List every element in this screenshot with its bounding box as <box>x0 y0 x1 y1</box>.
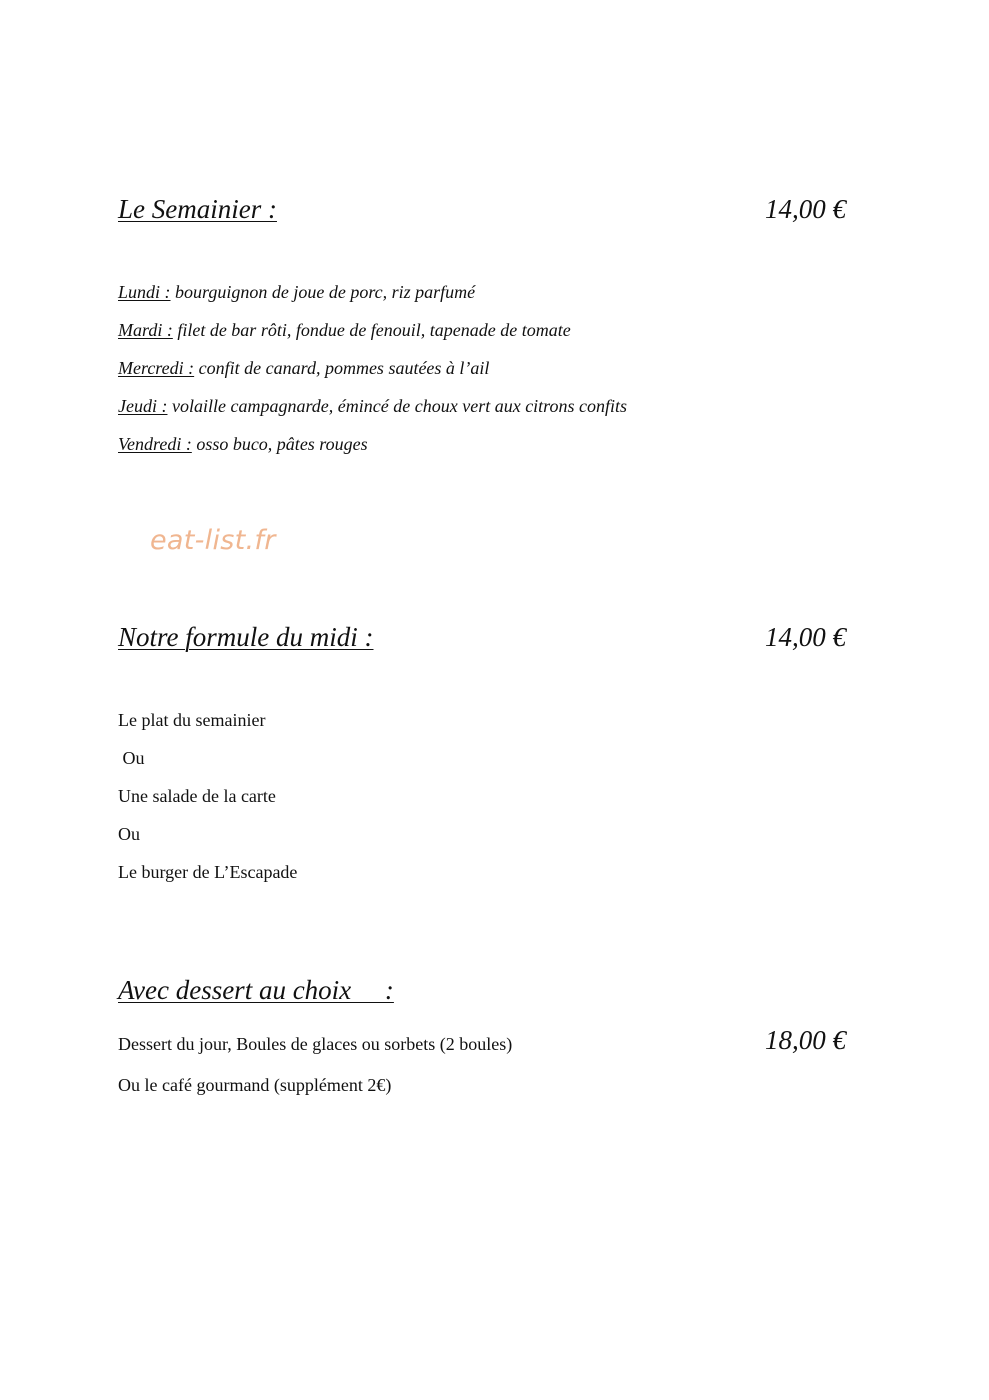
dessert-line-1: Dessert du jour, Boules de glaces ou sorbets (2 boules) <box>118 1034 513 1054</box>
day-dish: volaille campagnarde, émincé de choux vert aux citrons confits <box>171 396 628 416</box>
day-dish: filet de bar rôti, fondue de fenouil, tapenade de tomate <box>177 320 571 340</box>
day-line-thursday <box>118 395 627 417</box>
day-dish: confit de canard, pommes sautées à l’ail <box>198 358 490 378</box>
day-line-monday <box>118 281 475 303</box>
watermark-text: eat-list.fr <box>150 525 276 556</box>
day-line-friday <box>118 433 368 455</box>
day-line-wednesday <box>118 357 489 379</box>
formule-price: 14,00 € <box>765 622 846 652</box>
semainier-price: 14,00 € <box>765 194 846 224</box>
semainier-title: Le Semainier : <box>118 194 277 224</box>
day-line-tuesday <box>118 319 571 341</box>
dessert-price: 18,00 € <box>765 1025 846 1055</box>
day-label: Jeudi : <box>118 396 168 416</box>
formule-option: Une salade de la carte <box>118 786 276 806</box>
day-label: Mardi : <box>118 320 173 340</box>
day-dish: osso buco, pâtes rouges <box>196 434 368 454</box>
day-label: Vendredi : <box>118 434 192 454</box>
day-dish: bourguignon de joue de porc, riz parfumé <box>175 282 476 302</box>
dessert-title: Avec dessert au choix : <box>118 975 394 1005</box>
formule-option: Le plat du semainier <box>118 710 266 730</box>
day-label: Mercredi : <box>118 358 195 378</box>
formule-title: Notre formule du midi : <box>118 622 374 652</box>
formule-option: Ou <box>118 824 140 844</box>
formule-option: Le burger de L’Escapade <box>118 862 298 882</box>
dessert-line-2: Ou le café gourmand (supplément 2€) <box>118 1075 392 1095</box>
day-label: Lundi : <box>118 282 171 302</box>
formule-option: Ou <box>118 748 145 768</box>
